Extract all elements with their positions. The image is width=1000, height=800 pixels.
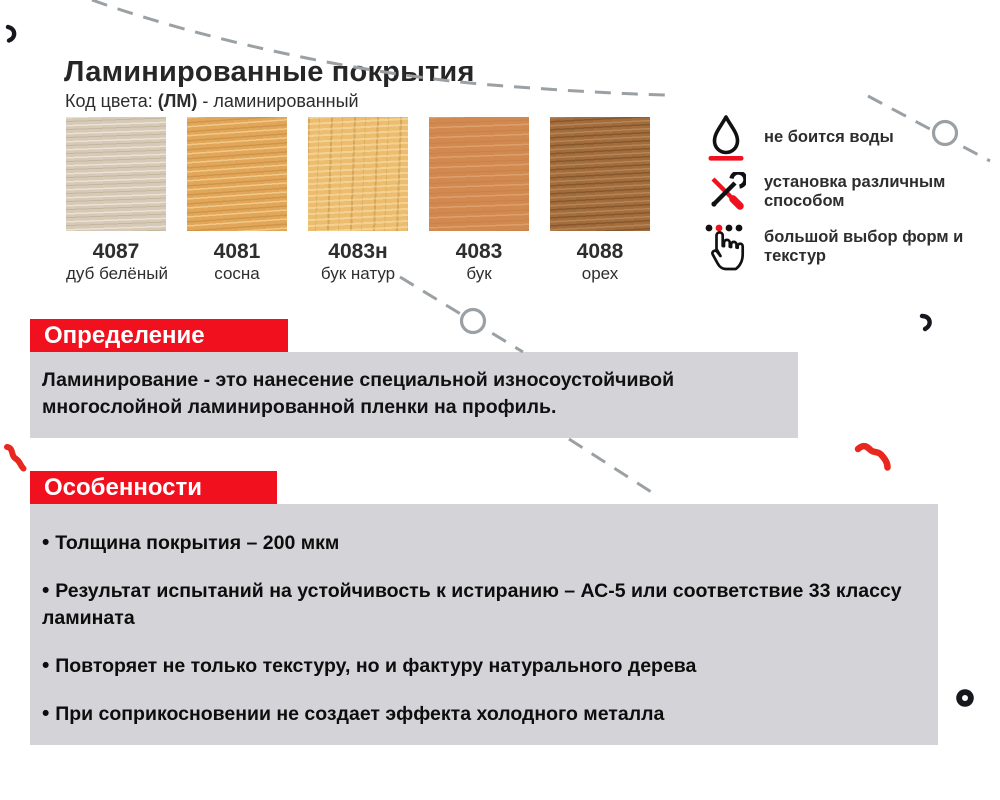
- swatch-name: дуб белёный: [66, 264, 168, 284]
- icon-feature-label: не боится воды: [764, 127, 894, 146]
- water-drop-icon: [704, 114, 748, 161]
- features-panel: [30, 504, 938, 745]
- wood-swatch-4088: [550, 117, 650, 231]
- icon-feature-water: [704, 114, 974, 161]
- feature-bullet: • Результат испытаний на устойчивость к истиранию – АС-5 или соответствие 33 классу ламината: [42, 577, 908, 632]
- feature-bullet: • Повторяет не только текстуру, но и фактуру натурального дерева: [42, 652, 908, 680]
- definition-panel: [30, 352, 798, 438]
- definition-heading: Определение: [30, 319, 288, 352]
- feature-bullet: • При соприкосновении не создает эффекта холодного металла: [42, 700, 908, 728]
- dashed-line-middle-upper: [400, 277, 523, 352]
- features-heading: Особенности: [30, 471, 277, 504]
- icon-feature-label: большой выбор форм и текстур: [764, 227, 964, 265]
- color-code-subtitle: [65, 91, 359, 112]
- subtitle-suffix: - ламинированный: [197, 91, 359, 111]
- wood-swatch-4083n: [308, 117, 408, 231]
- swatch-name: орех: [581, 264, 619, 284]
- feature-bullet: • Толщина покрытия – 200 мкм: [42, 529, 908, 557]
- swatch-cell: [429, 117, 529, 285]
- icon-feature-choice: [704, 223, 974, 271]
- red-squiggle-left: [7, 447, 24, 469]
- wood-swatch-4081: [187, 117, 287, 231]
- icon-feature-label: установка различным способом: [764, 172, 946, 210]
- ink-comma-top-left: [8, 27, 14, 41]
- ink-comma-right: [922, 316, 930, 329]
- subtitle-prefix: Код цвета:: [65, 91, 158, 111]
- swatch-cell: [187, 117, 287, 285]
- swatch-code: 4083: [455, 240, 503, 263]
- definition-text: Ламинирование - это нанесение специальной износоустойчивой многослойной ламинированной пленки на профиль.: [42, 369, 675, 418]
- ink-donut-hole: [962, 695, 968, 701]
- swatch-name: сосна: [214, 264, 260, 284]
- swatch-code: 4087: [92, 240, 140, 263]
- page-title: Ламинированные покрытия: [64, 56, 475, 88]
- touch-hand-icon: [704, 223, 748, 271]
- icon-feature-list: [704, 114, 974, 271]
- subtitle-code: (ЛМ): [157, 91, 198, 111]
- wood-swatch-4087: [66, 117, 166, 231]
- swatch-code: 4081: [213, 240, 261, 263]
- tools-icon: [704, 172, 748, 212]
- red-squiggle-right: [858, 446, 888, 467]
- swatch-cell: [308, 117, 408, 285]
- swatch-name: бук: [466, 264, 492, 284]
- swatch-code: 4088: [576, 240, 624, 263]
- swatch-row: [66, 117, 650, 285]
- wood-swatch-4083: [429, 117, 529, 231]
- icon-feature-install: [704, 172, 974, 212]
- swatch-code: 4083н: [328, 240, 388, 263]
- ink-donut-bottom-right: [956, 689, 974, 707]
- dashed-line-middle-lower: [569, 439, 659, 497]
- circle-marker-middle: [462, 310, 485, 333]
- swatch-cell: [550, 117, 650, 285]
- swatch-cell: [66, 117, 166, 285]
- features-bullet-list: [42, 529, 908, 728]
- swatch-name: бук натур: [320, 264, 396, 284]
